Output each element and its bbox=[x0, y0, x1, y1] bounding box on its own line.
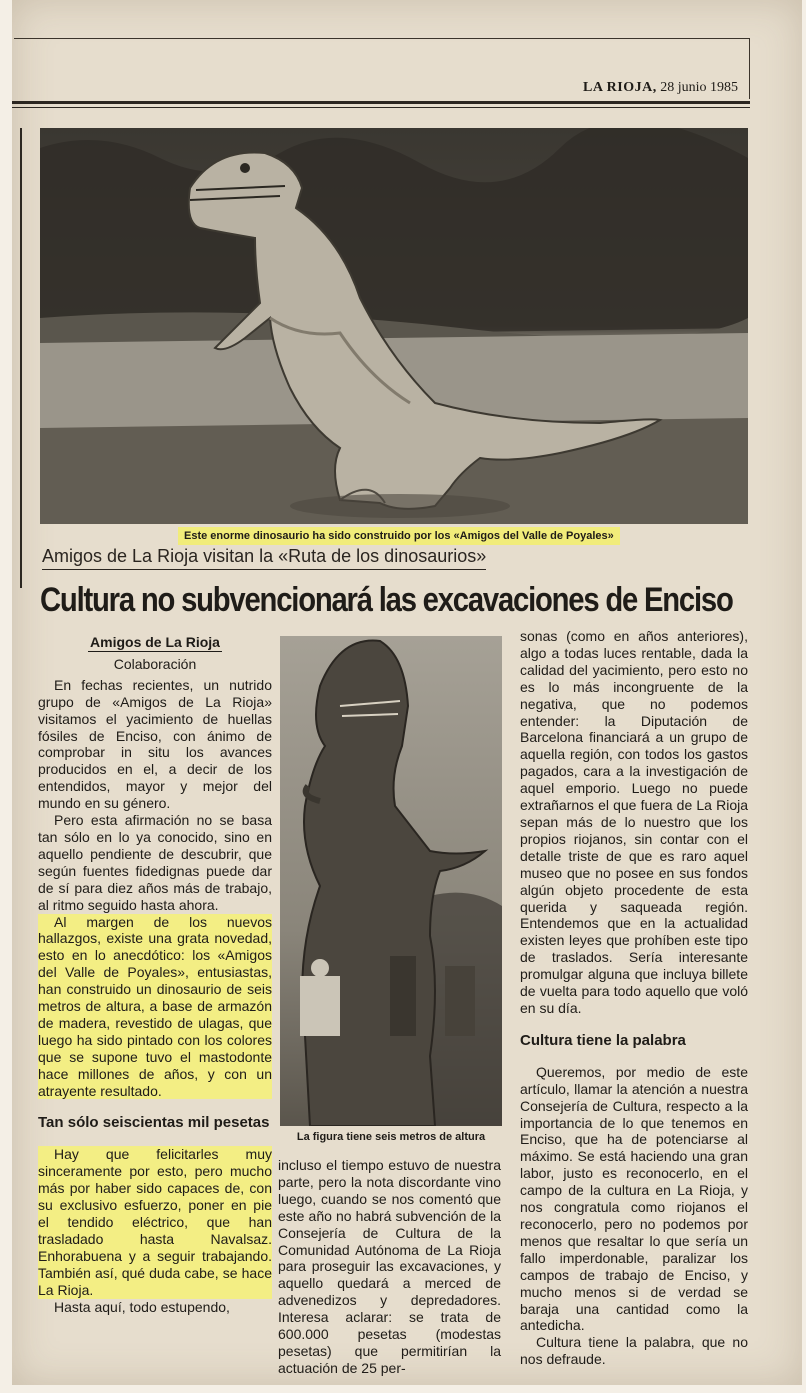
dinosaur-photo bbox=[40, 128, 748, 524]
photo-caption: La figura tiene seis metros de altura bbox=[296, 1131, 486, 1143]
dinosaur-figure-photo bbox=[280, 636, 502, 1126]
paragraph: Cultura tiene la palabra, que no nos defraude. bbox=[520, 1334, 748, 1368]
highlighted-paragraph: Al margen de los nuevos hallazgos, existe una grata novedad, esto en lo anecdótico: los «Amigos del Valle de Poyales», entusiastas, han construido un dinosaurio de seis metros de altura, a base de armazón de madera, revestido de ulagas, que luego ha sido pintado con los colores que se supone tuvo el mastodonte hace millones de años, y con un atrayente resultado. bbox=[38, 913, 272, 1099]
paragraph: sonas (como en años anteriores), algo a todas luces rentable, dada la calidad del yacimiento, pero esto no es lo más incongruente de la negativa, que no podemos entender: la Diputación de Barcelona financiará a un grupo de aquella región, con todos los gastos pagados, cara a la investigación de aquel emporio. Luego no puede extrañarnos el que fuera de La Rioja sepan más de lo nuestro que los propios riojanos, sin contar con el detalle triste de que es raro aquel museo que no posee en sus fondos algún objeto procedente de esta querida y saqueada región. Entendemos que en la actualidad existen leyes que prohíben este tipo de traslados. Sería interesante promulgar alguna que incluya billete de vuelta para todo aquello que voló en su día. bbox=[520, 628, 748, 1016]
byline-author: Amigos de La Rioja bbox=[88, 634, 222, 652]
article-column-1 bbox=[38, 634, 272, 1316]
masthead-rule-thin bbox=[12, 107, 750, 108]
masthead-rule bbox=[12, 101, 750, 104]
byline-role: Colaboración bbox=[113, 655, 197, 672]
highlighted-paragraph: Hay que felicitarles muy sinceramente por esto, pero mucho más por haber sido capaces de, con su exclusivo esfuerzo, poner en pie el tendido eléctrico, que han trasladado hasta Navalsaz. Enhorabuena y a seguir trabajando. También así, qué duda cabe, se hace La Rioja. bbox=[38, 1146, 272, 1298]
newspaper-name: LA RIOJA, bbox=[582, 80, 657, 95]
masthead bbox=[583, 80, 738, 96]
dinosaur-photo-image bbox=[40, 128, 748, 524]
paragraph: En fechas recientes, un nutrido grupo de «Amigos de La Rioja» visitamos el yacimiento de huellas fósiles de Enciso, con ánimo de comprobar in situ los avances producidos en el, a decir de los entendidos, mayor y mejor del mundo en su género. bbox=[38, 676, 272, 812]
article-column-2 bbox=[278, 1157, 501, 1377]
paragraph: Hasta aquí, todo estupendo, bbox=[54, 1298, 230, 1315]
paragraph: Pero esta afirmación no se basa tan sólo en lo ya conocido, sino en aquello pendiente de descubrir, que según fuentes fidedignas puede dar de sí para diez años más de trabajo, al ritmo seguido hasta ahora. bbox=[38, 812, 272, 913]
article-kicker: Amigos de La Rioja visitan la «Ruta de los dinosaurios» bbox=[42, 546, 486, 570]
section-subhead: Cultura tiene la palabra bbox=[520, 1031, 686, 1049]
publication-date: 28 junio 1985 bbox=[660, 80, 738, 95]
photo-caption: Este enorme dinosaurio ha sido construido por los «Amigos del Valle de Poyales» bbox=[178, 527, 620, 545]
article-column-3 bbox=[520, 628, 748, 1368]
paragraph: Queremos, por medio de este artículo, llamar la atención a nuestra Consejería de Cultura, respecto a la importancia de lo que tenemos en Enciso, que ha de potenciarse al máximo. Se está haciendo una gran labor, justo es reconocerlo, en el campo de la cultura en La Rioja, y nos congratula como riojanos el reconocerlo, pero no podemos por menos que resaltar lo que sería un fallo imperdonable, paralizar los campos de trabajo de Enciso, y mucho menos si de verdad se baraja una cantidad como la antedicha. bbox=[520, 1063, 748, 1334]
column-margin-mark bbox=[12, 128, 22, 588]
section-subhead: Tan sólo seiscientas mil pesetas bbox=[38, 1114, 270, 1132]
article-headline: Cultura no subvencionará las excavaciones de Enciso bbox=[40, 581, 733, 619]
dinosaur-figure-image bbox=[280, 636, 502, 1126]
paragraph: incluso el tiempo estuvo de nuestra parte, pero la nota discordante vino luego, cuando se nos comentó que este año no habrá subvención de la Consejería de Cultura de la Comunidad Autónoma de La Rioja para proseguir las excavaciones, y aquello quedará a merced de advenedizos y depredadores. Interesa aclarar: se trata de 600.000 pesetas (modestas pesetas) que permitirían la actuación de 25 per- bbox=[278, 1157, 501, 1376]
